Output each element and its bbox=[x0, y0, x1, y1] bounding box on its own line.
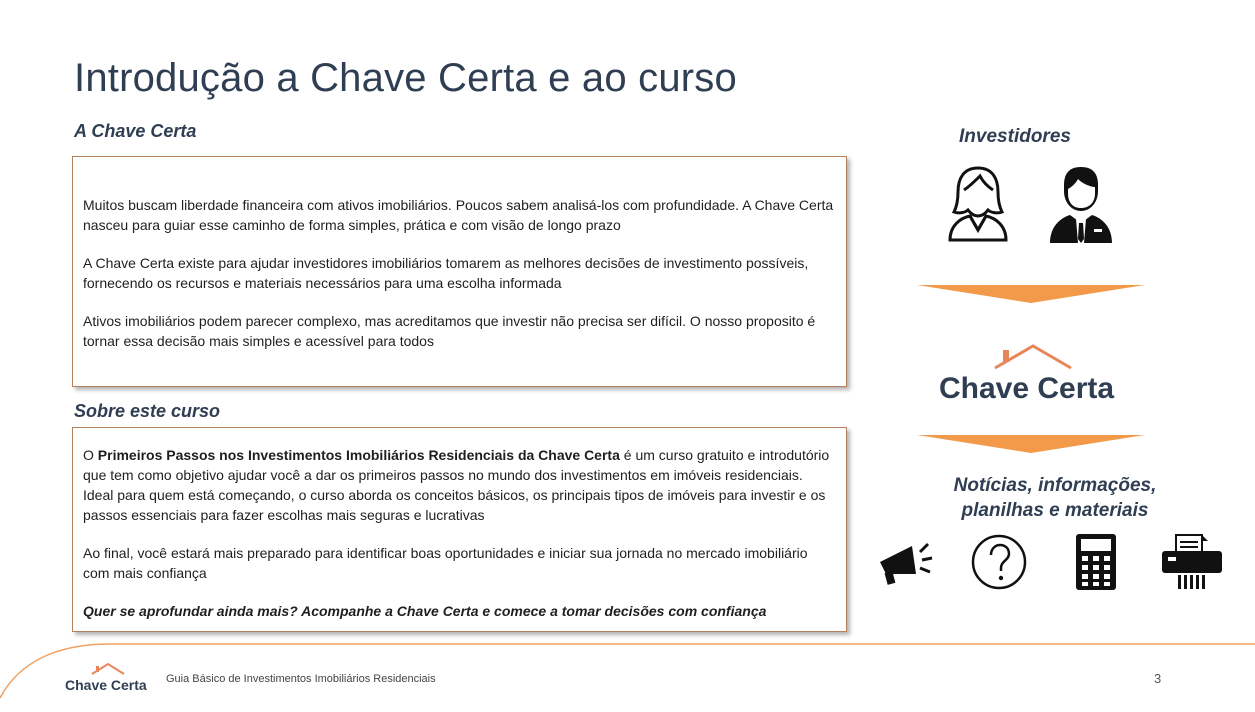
roof-logo-icon bbox=[993, 342, 1073, 370]
footer-brand: Chave Certa bbox=[65, 677, 147, 693]
section-heading-course: Sobre este curso bbox=[74, 401, 221, 421]
call-to-action: Quer se aprofundar ainda mais? Acompanhe a Chave Certa e comece a tomar decisões com confiança bbox=[83, 603, 767, 619]
paragraph bbox=[83, 445, 836, 525]
resources-label-line: planilhas e materiais bbox=[961, 500, 1149, 521]
flow-arrow-down bbox=[917, 435, 1145, 458]
question-icon bbox=[970, 533, 1028, 591]
megaphone-icon bbox=[876, 540, 936, 586]
course-name: Primeiros Passos nos Investimentos Imobiliários Residenciais da Chave Certa bbox=[97, 447, 620, 463]
paragraph: Ao final, você estará mais preparado para identificar boas oportunidades e iniciar sua jornada no mercado imobiliário com mais confiança bbox=[83, 545, 808, 581]
about-chave-certa-box bbox=[72, 156, 847, 387]
footer-guide-title: Guia Básico de Investimentos Imobiliários Residenciais bbox=[166, 673, 436, 685]
footer-roof-logo-icon bbox=[90, 662, 126, 676]
paragraph-text: é um curso gratuito e introdutório que tem como objetivo ajudar você a dar os primeiros passos no mundo dos investimentos em imóveis residenciais. Ideal para quem está começando, o curso aborda os conceitos básicos, os principais tipos de imóveis para investir e os passos essenciais para fazer escolhas mais seguras e lucrativas bbox=[83, 447, 830, 523]
brand-name: Chave Certa bbox=[939, 372, 1115, 405]
resources-label-line: Notícias, informações, bbox=[953, 475, 1157, 496]
paragraph: Ativos imobiliários podem parecer complexo, mas acreditamos que investir não precisa ser difícil. O nosso proposito é tornar essa decisão mais simples e acessível para todos bbox=[83, 313, 816, 349]
page-title: Introdução a Chave Certa e ao curso bbox=[74, 56, 737, 100]
woman-investor-icon bbox=[946, 164, 1010, 242]
page-number: 3 bbox=[1154, 671, 1162, 686]
paragraph-text: O bbox=[83, 447, 98, 463]
paragraph: A Chave Certa existe para ajudar investidores imobiliários tomarem as melhores decisões de investimento possíveis, fornecendo os recursos e materiais necessários para uma escolha informada bbox=[83, 255, 809, 291]
investors-label: Investidores bbox=[959, 126, 1071, 147]
calculator-icon bbox=[1075, 533, 1117, 591]
resources-label bbox=[920, 473, 1190, 523]
printer-icon bbox=[1160, 533, 1224, 591]
about-course-box bbox=[72, 427, 847, 632]
paragraph: Muitos buscam liberdade financeira com ativos imobiliários. Poucos sabem analisá-los com profundidade. A Chave Certa nasceu para guiar esse caminho de forma simples, prática e com visão de longo prazo bbox=[83, 197, 834, 233]
flow-arrow-down bbox=[917, 285, 1145, 308]
section-heading-chave-certa: A Chave Certa bbox=[74, 121, 197, 141]
man-investor-icon bbox=[1048, 163, 1114, 243]
